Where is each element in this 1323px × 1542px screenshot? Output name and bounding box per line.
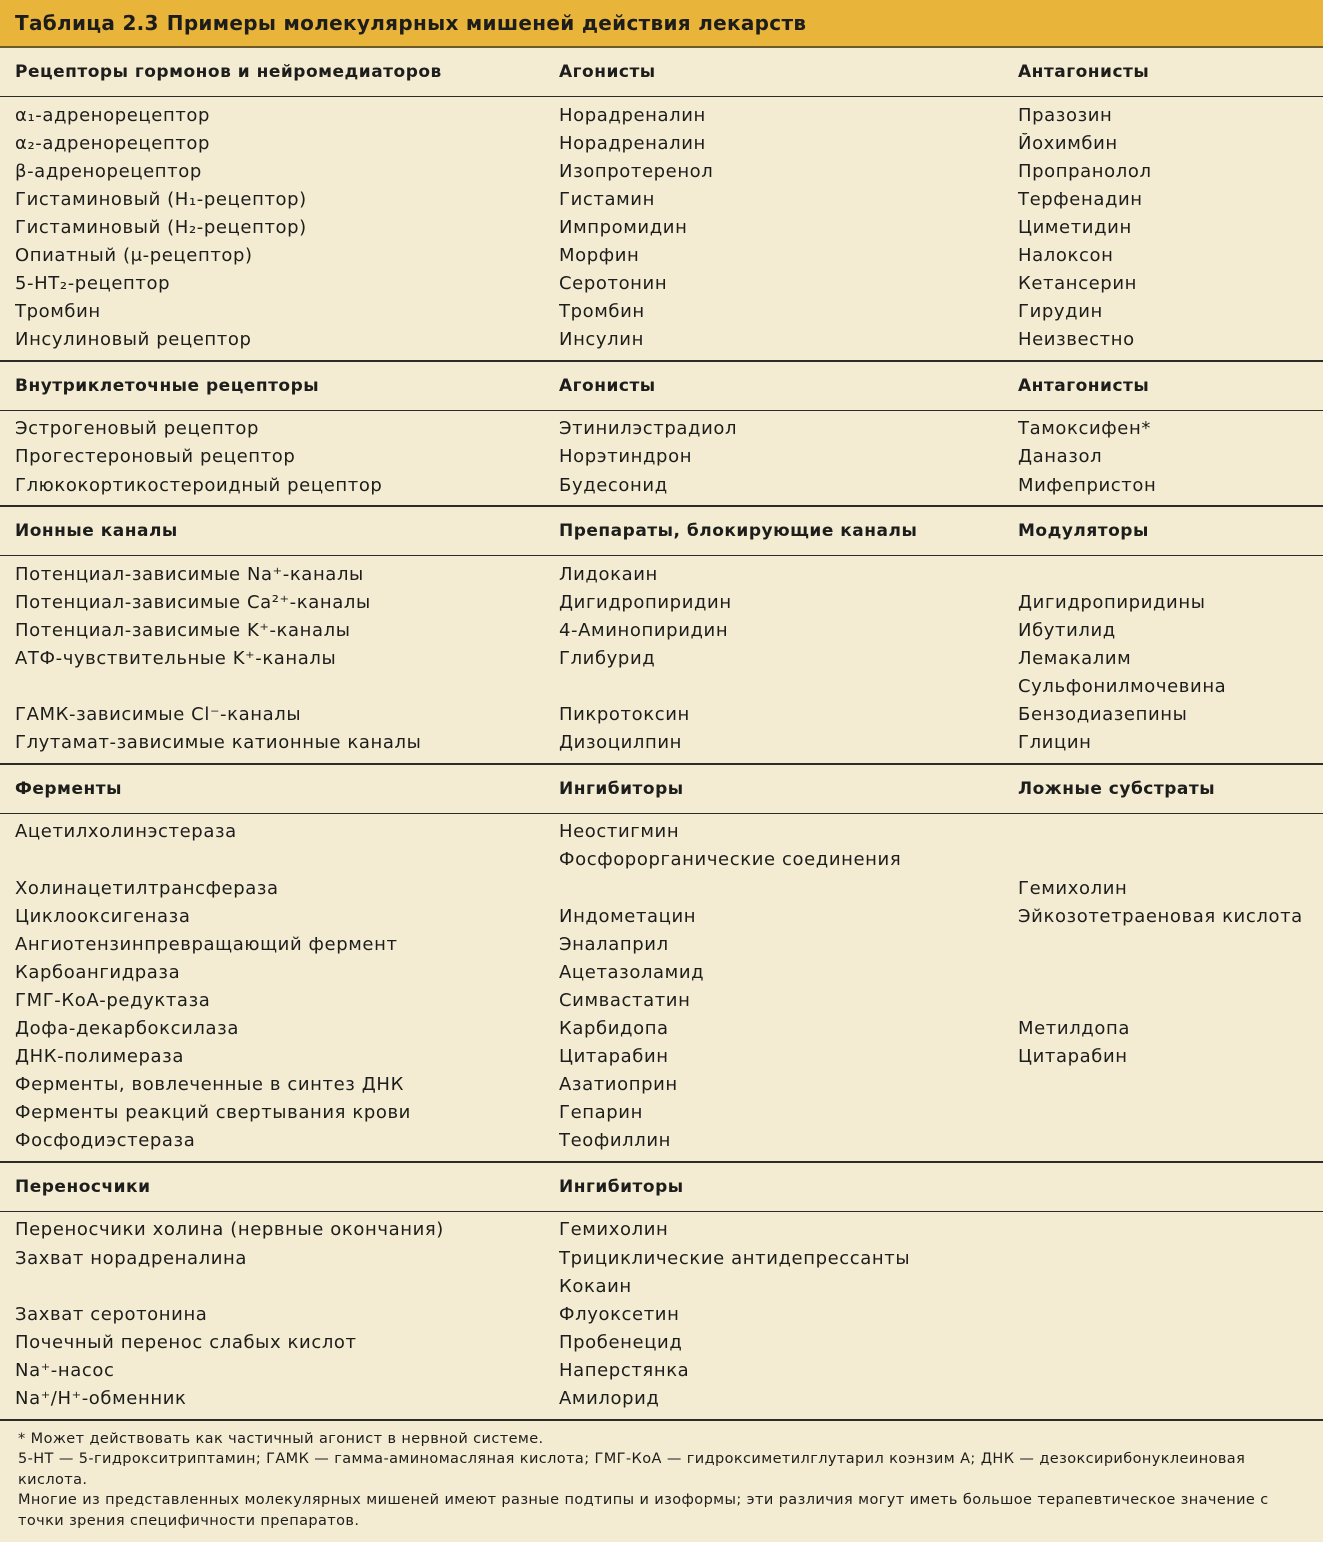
section-rows [0,814,1323,1161]
column-header: Ингибиторы [559,778,684,799]
table-row [15,270,1323,298]
table-cell: Гистамин [559,188,655,210]
table-cell: ДНК-полимераза [15,1046,184,1068]
section-header [0,48,1323,97]
table-row [15,1244,1323,1272]
table-cell: Терфенадин [1018,188,1143,210]
table-row [15,560,1323,588]
table-number: Таблица 2.3 [15,11,159,35]
table-cell: Захват серотонина [15,1303,208,1325]
table-row [15,701,1323,729]
table-row [15,588,1323,616]
table-cell: Изопротеренол [559,160,714,182]
table-cell: Карбидопа [559,1017,669,1039]
section-rows [0,556,1323,763]
table-cell: Опиатный (μ-рецептор) [15,245,253,267]
table-cell: Флуоксетин [559,1303,680,1325]
footnotes [0,1419,1323,1532]
table-row [15,930,1323,958]
table-row [15,241,1323,269]
column-header: Ферменты [15,778,122,799]
table-section [0,362,1323,507]
table-cell: Тромбин [15,301,101,323]
table-body [0,48,1323,1419]
table-cell: Глутамат-зависимые катионные каналы [15,732,422,754]
table-cell: Метилдопа [1018,1017,1130,1039]
table-cell: Карбоангидраза [15,961,181,983]
table-cell: Неостигмин [559,821,680,843]
table-cell: Цитарабин [1018,1046,1128,1068]
table-cell: Почечный перенос слабых кислот [15,1331,357,1353]
table-cell: Дигидропиридины [1018,591,1206,613]
table-cell: Фосфодиэстераза [15,1130,196,1152]
table-cell: α₁-адренорецептор [15,104,211,126]
column-header: Препараты, блокирующие каналы [559,521,918,542]
table-cell: Эналаприл [559,933,669,955]
table-cell: Дофа-декарбоксилаза [15,1017,239,1039]
table-cell: ГАМК-зависимые Cl⁻-каналы [15,704,302,726]
table-cell: Инсулиновый рецептор [15,329,252,351]
table-cell: Даназол [1018,446,1103,468]
table-row [15,673,1323,701]
section-header [0,507,1323,556]
table-row [15,818,1323,846]
table-row [15,471,1323,499]
table-row [15,958,1323,986]
table-cell: Амилорид [559,1388,660,1410]
table-cell: Прогестероновый рецептор [15,446,296,468]
table-cell: Гистаминовый (H₂-рецептор) [15,216,307,238]
table-cell: Лемакалим [1018,647,1132,669]
table-cell: Норадреналин [559,104,706,126]
table-cell: Пикротоксин [559,704,690,726]
column-header: Внутриклеточные рецепторы [15,375,320,396]
table-cell: 4-Аминопиридин [559,619,729,641]
table-cell: Лидокаин [559,563,658,585]
table-row [15,415,1323,443]
table-cell: Мифепристон [1018,474,1157,496]
table-cell: Инсулин [559,329,644,351]
table-row [15,1272,1323,1300]
table-cell: Глибурид [559,647,656,669]
table-cell: АТФ-чувствительные K⁺-каналы [15,647,337,669]
column-header: Рецепторы гормонов и нейромедиаторов [15,62,442,82]
section-rows [0,97,1323,360]
footnote-abbreviations: 5-HT — 5-гидрокситриптамин; ГАМК — гамма-аминомасляная кислота; ГМГ-КоА — гидроксиметилглутарил коэнзим А; ДНК — дезоксирибонуклеиновая кислота. [18,1451,1246,1488]
table-cell: Фосфорорганические соединения [559,849,902,871]
table-cell: Эстрогеновый рецептор [15,418,260,440]
table-cell: Бензодиазепины [1018,704,1188,726]
table-cell: Гемихолин [559,1219,669,1241]
table-row [15,1071,1323,1099]
column-header: Агонисты [559,62,656,82]
table-row [15,1384,1323,1412]
table-cell: Тромбин [559,301,645,323]
table-cell: Норэтиндрон [559,446,693,468]
table-cell: ГМГ-КоА-редуктаза [15,989,211,1011]
table-title: Примеры молекулярных мишеней действия лекарств [166,11,807,35]
table-cell: Неизвестно [1018,329,1135,351]
table-cell: Норадреналин [559,132,706,154]
table-row [15,213,1323,241]
table-cell: Циметидин [1018,216,1132,238]
column-header: Переносчики [15,1176,151,1197]
table-cell: Теофиллин [559,1130,672,1152]
table-row [15,157,1323,185]
table-cell: Симвастатин [559,989,691,1011]
table-cell: Ибутилид [1018,619,1116,641]
table-section [0,48,1323,362]
table-cell: Азатиоприн [559,1074,678,1096]
table-row [15,129,1323,157]
column-header: Ингибиторы [559,1176,684,1197]
table-title-bar [0,0,1323,48]
table-cell: Кетансерин [1018,273,1138,295]
table-row [15,185,1323,213]
column-header: Антагонисты [1018,375,1150,396]
table-cell: Сульфонилмочевина [1018,676,1227,698]
table-cell: Ацетилхолинэстераза [15,821,237,843]
table-cell: Пробенецид [559,1331,683,1353]
section-header [0,362,1323,411]
table-cell: Эйкозотетраеновая кислота [1018,905,1303,927]
column-header: Ионные каналы [15,521,178,542]
table-cell: Трициклические антидепрессанты [559,1247,911,1269]
table-row [15,986,1323,1014]
table-row [15,1300,1323,1328]
footnote-asterisk: * Может действовать как частичный агонист в нервной системе. [18,1430,544,1447]
column-header: Ложные субстраты [1018,778,1216,799]
column-header: Модуляторы [1018,521,1149,542]
table-cell: Гемихолин [1018,877,1128,899]
table-cell: Ферменты реакций свертывания крови [15,1102,411,1124]
table-cell: Na⁺-насос [15,1359,115,1381]
table-cell: Na⁺/H⁺-обменник [15,1388,187,1410]
table-cell: Гистаминовый (H₁-рецептор) [15,188,307,210]
table-cell: Ангиотензинпревращающий фермент [15,933,398,955]
table-row [15,1216,1323,1244]
table-cell: Дизоцилпин [559,732,683,754]
table-cell: Захват норадреналина [15,1247,248,1269]
table-cell: Налоксон [1018,245,1114,267]
table-row [15,729,1323,757]
table-section [0,765,1323,1163]
table-cell: Наперстянка [559,1359,690,1381]
table-cell: α₂-адренорецептор [15,132,211,154]
table-row [15,1014,1323,1042]
table-section [0,507,1323,765]
table-cell: Морфин [559,245,640,267]
table-row [15,616,1323,644]
table-cell: Циклооксигеназа [15,905,191,927]
table-cell: Переносчики холина (нервные окончания) [15,1219,444,1241]
table-row [15,1356,1323,1384]
footnote-subtypes: Многие из представленных молекулярных мишеней имеют разные подтипы и изоформы; эти различия могут иметь большое терапевтическое значение с точки зрения специфичности препаратов. [18,1492,1269,1529]
table-row [15,1099,1323,1127]
table-cell: Ферменты, вовлеченные в синтез ДНК [15,1074,404,1096]
table-cell: Празозин [1018,104,1113,126]
table-row [15,902,1323,930]
table-row [15,644,1323,672]
table-cell: 5-HT₂-рецептор [15,273,171,295]
table-row [15,1328,1323,1356]
table-cell: Пропранолол [1018,160,1152,182]
section-rows [0,411,1323,505]
table-row [15,874,1323,902]
table-cell: Потенциал-зависимые Na⁺-каналы [15,563,364,585]
column-header: Антагонисты [1018,62,1150,82]
table-row [15,101,1323,129]
table-cell: Глюкокортикостероидный рецептор [15,474,383,496]
table-cell: Гирудин [1018,301,1103,323]
table-row [15,326,1323,354]
table-cell: β-адренорецептор [15,160,202,182]
table-cell: Гепарин [559,1102,643,1124]
table-cell: Кокаин [559,1275,632,1297]
section-rows [0,1212,1323,1419]
table-cell: Глицин [1018,732,1092,754]
table-cell: Индометацин [559,905,697,927]
table-cell: Ацетазоламид [559,961,705,983]
table-cell: Холинацетилтрансфераза [15,877,279,899]
table-row [15,1127,1323,1155]
column-header: Агонисты [559,375,656,396]
table-cell: Тамоксифен* [1018,418,1151,440]
table-section [0,1163,1323,1419]
table-cell: Этинилэстрадиол [559,418,738,440]
table-row [15,443,1323,471]
table-row [15,1043,1323,1071]
table-cell: Импромидин [559,216,688,238]
table-cell: Потенциал-зависимые Ca²⁺-каналы [15,591,371,613]
table-cell: Серотонин [559,273,668,295]
table-cell: Йохимбин [1018,132,1118,154]
table-cell: Будесонид [559,474,668,496]
table-row [15,846,1323,874]
table-cell: Дигидропиридин [559,591,732,613]
section-header [0,765,1323,814]
table-row [15,298,1323,326]
section-header [0,1163,1323,1212]
table-cell: Потенциал-зависимые K⁺-каналы [15,619,351,641]
table-cell: Цитарабин [559,1046,669,1068]
